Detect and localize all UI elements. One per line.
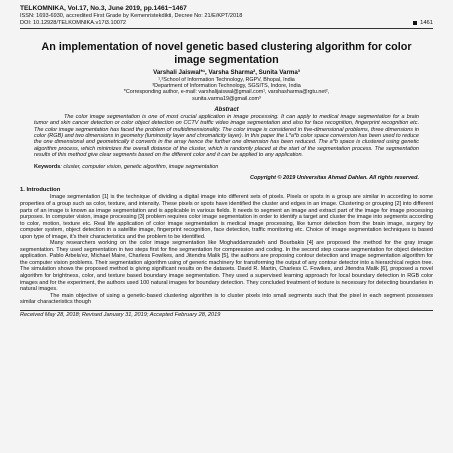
affiliations [20,77,433,102]
footer-divider [20,310,433,311]
square-bullet-icon [413,21,417,25]
paper-title: An implementation of novel genetic based clustering algorithm for color image segmentation [41,41,412,66]
corresponding-email[interactable]: *Corresponding author, e-mail: varshalijaiswal@gmail.com¹, varshasharma@rgtu.net², [123,89,330,96]
keywords-text: : cluster, computer vision, genetic algorithm, image segmentation [60,163,219,170]
page-number [413,20,433,26]
body-paragraph: Many researchers working on the color image segmentation like Moghaddamzadeh and Bourbakis [4] are proposed the method for the gray image segmentation. They used segmentation in two steps first for fine segmentation for compression and coding. In the second step coarse segmentation for object detection application. Pablo Arbela'ez, Michael Maire, Charless Fowlkes, and Jitendra Malik [5], the authors are proposing contour detection and image segmentation algorithm for the computer vision problems. Their segmentation algorithm using of generic machinery for transforming the output of any contour detector into a hierarchical region tree. The simulation shows the proposed method is giving significant results on the datasets. David R. Martin, Charless C. Fowlkes, and Jitendra Malik [6], proposed a novel algorithm for brightness, color, and texture based boundary image segmentation. They used a supervised learning approach for local boundary detection in RGB color images and for the experiment, the authors used 100 natural images for boundary detection. They concluded treatment of texture is necessary for detecting boundaries in natural images. [20,240,433,293]
page-number-value: 1461 [420,19,433,26]
abstract-heading: Abstract [214,106,239,113]
header-divider [20,28,433,29]
section-heading: 1. Introduction [20,187,61,194]
journal-header [20,5,433,29]
affiliation-line: ¹,²School of Information Technology, RGPV, Bhopal, India [158,77,295,83]
affiliation-line: ³Department of Information Technology, SGSITS, Indore, India [152,83,301,90]
keywords [20,164,433,170]
body-paragraph: The main objective of using a genetic-based clustering algorithm is to cluster pixels into small segments such that the pixel in each segment possesses similar characteristics though [20,292,433,306]
keywords-label: Keywords [34,163,61,170]
copyright-notice: Copyright © 2019 Universitas Ahmad Dahlan. All rights reserved. [249,175,419,182]
doi-link[interactable]: DOI: 10.12928/TELKOMNIKA.v17i3.10072 [20,19,127,26]
journal-citation: TELKOMNIKA, Vol.17, No.3, June 2019, pp.1461~1467 [20,5,187,12]
received-dates: Received May 28, 2018; Revised January 31, 2019; Accepted February 28, 2019 [20,311,221,318]
abstract-text: The color image segmentation is one of most crucial application in image processing. It can apply to medical image segmentation for a brain tumor and skin cancer detection or color object detection on CCTV traffic video image segmentation and also for face recognition, fingerprint recognition etc. The color image segmentation has faced the problem of multidimensionality. The color image is considered in five-dimensional problems, three dimensions in color (RGB) and two dimensions in geometry (luminosity layer and chromaticity layer). In this paper the L*a*b color space conversion has been used to reduce the one dimensional and geometrically it converts in the array hence the further one dimension has been reduced. The a*b space is clustered using genetic algorithm process, which minimizes the overall distance of the cluster, which is randomly placed at the start of the segmentation process. The segmentation results of this method give clear segments based on the different color and it can be applied to any application. [34,113,419,159]
issn-line: ISSN: 1693-6930, accredited First Grade by Kemenristekdikti, Decree No: 21/E/KPT/2018 [20,13,243,19]
body-paragraph: Image segmentation [1] is the technique of dividing a digital image into different sets of pixels. Pixels or spots in a group are similar in according to some properties of a group such as color, texture, and intensity. These pixels or spots have identified the cluster and edges in an image. Clustering or grouping [2] into different parts of an image is known as image segmentation and is applicable in various fields. It needs to segment an image and extract part of the image for image processing purposes. In computer vision, image processing [3] problem requires color image segmentation in order to identify a target and cluster the image into segments according to color, motion, texture etc. Real life application of color image segmentation is medical image processing, like tumor detection from the brain image, surgery by computer system, object detection in a satellite image, fingerprint recognition, face detection, traffic monitoring etc. Choice of image segmentation techniques is based upon type of image, it's their characteristics and the problem to be identified. [20,194,433,240]
corresponding-email[interactable]: sunita.varma19@gmail.com³ [192,95,261,102]
author-list: Varshali Jaiswal*¹, Varsha Sharma², Sunita Varma³ [153,69,300,76]
